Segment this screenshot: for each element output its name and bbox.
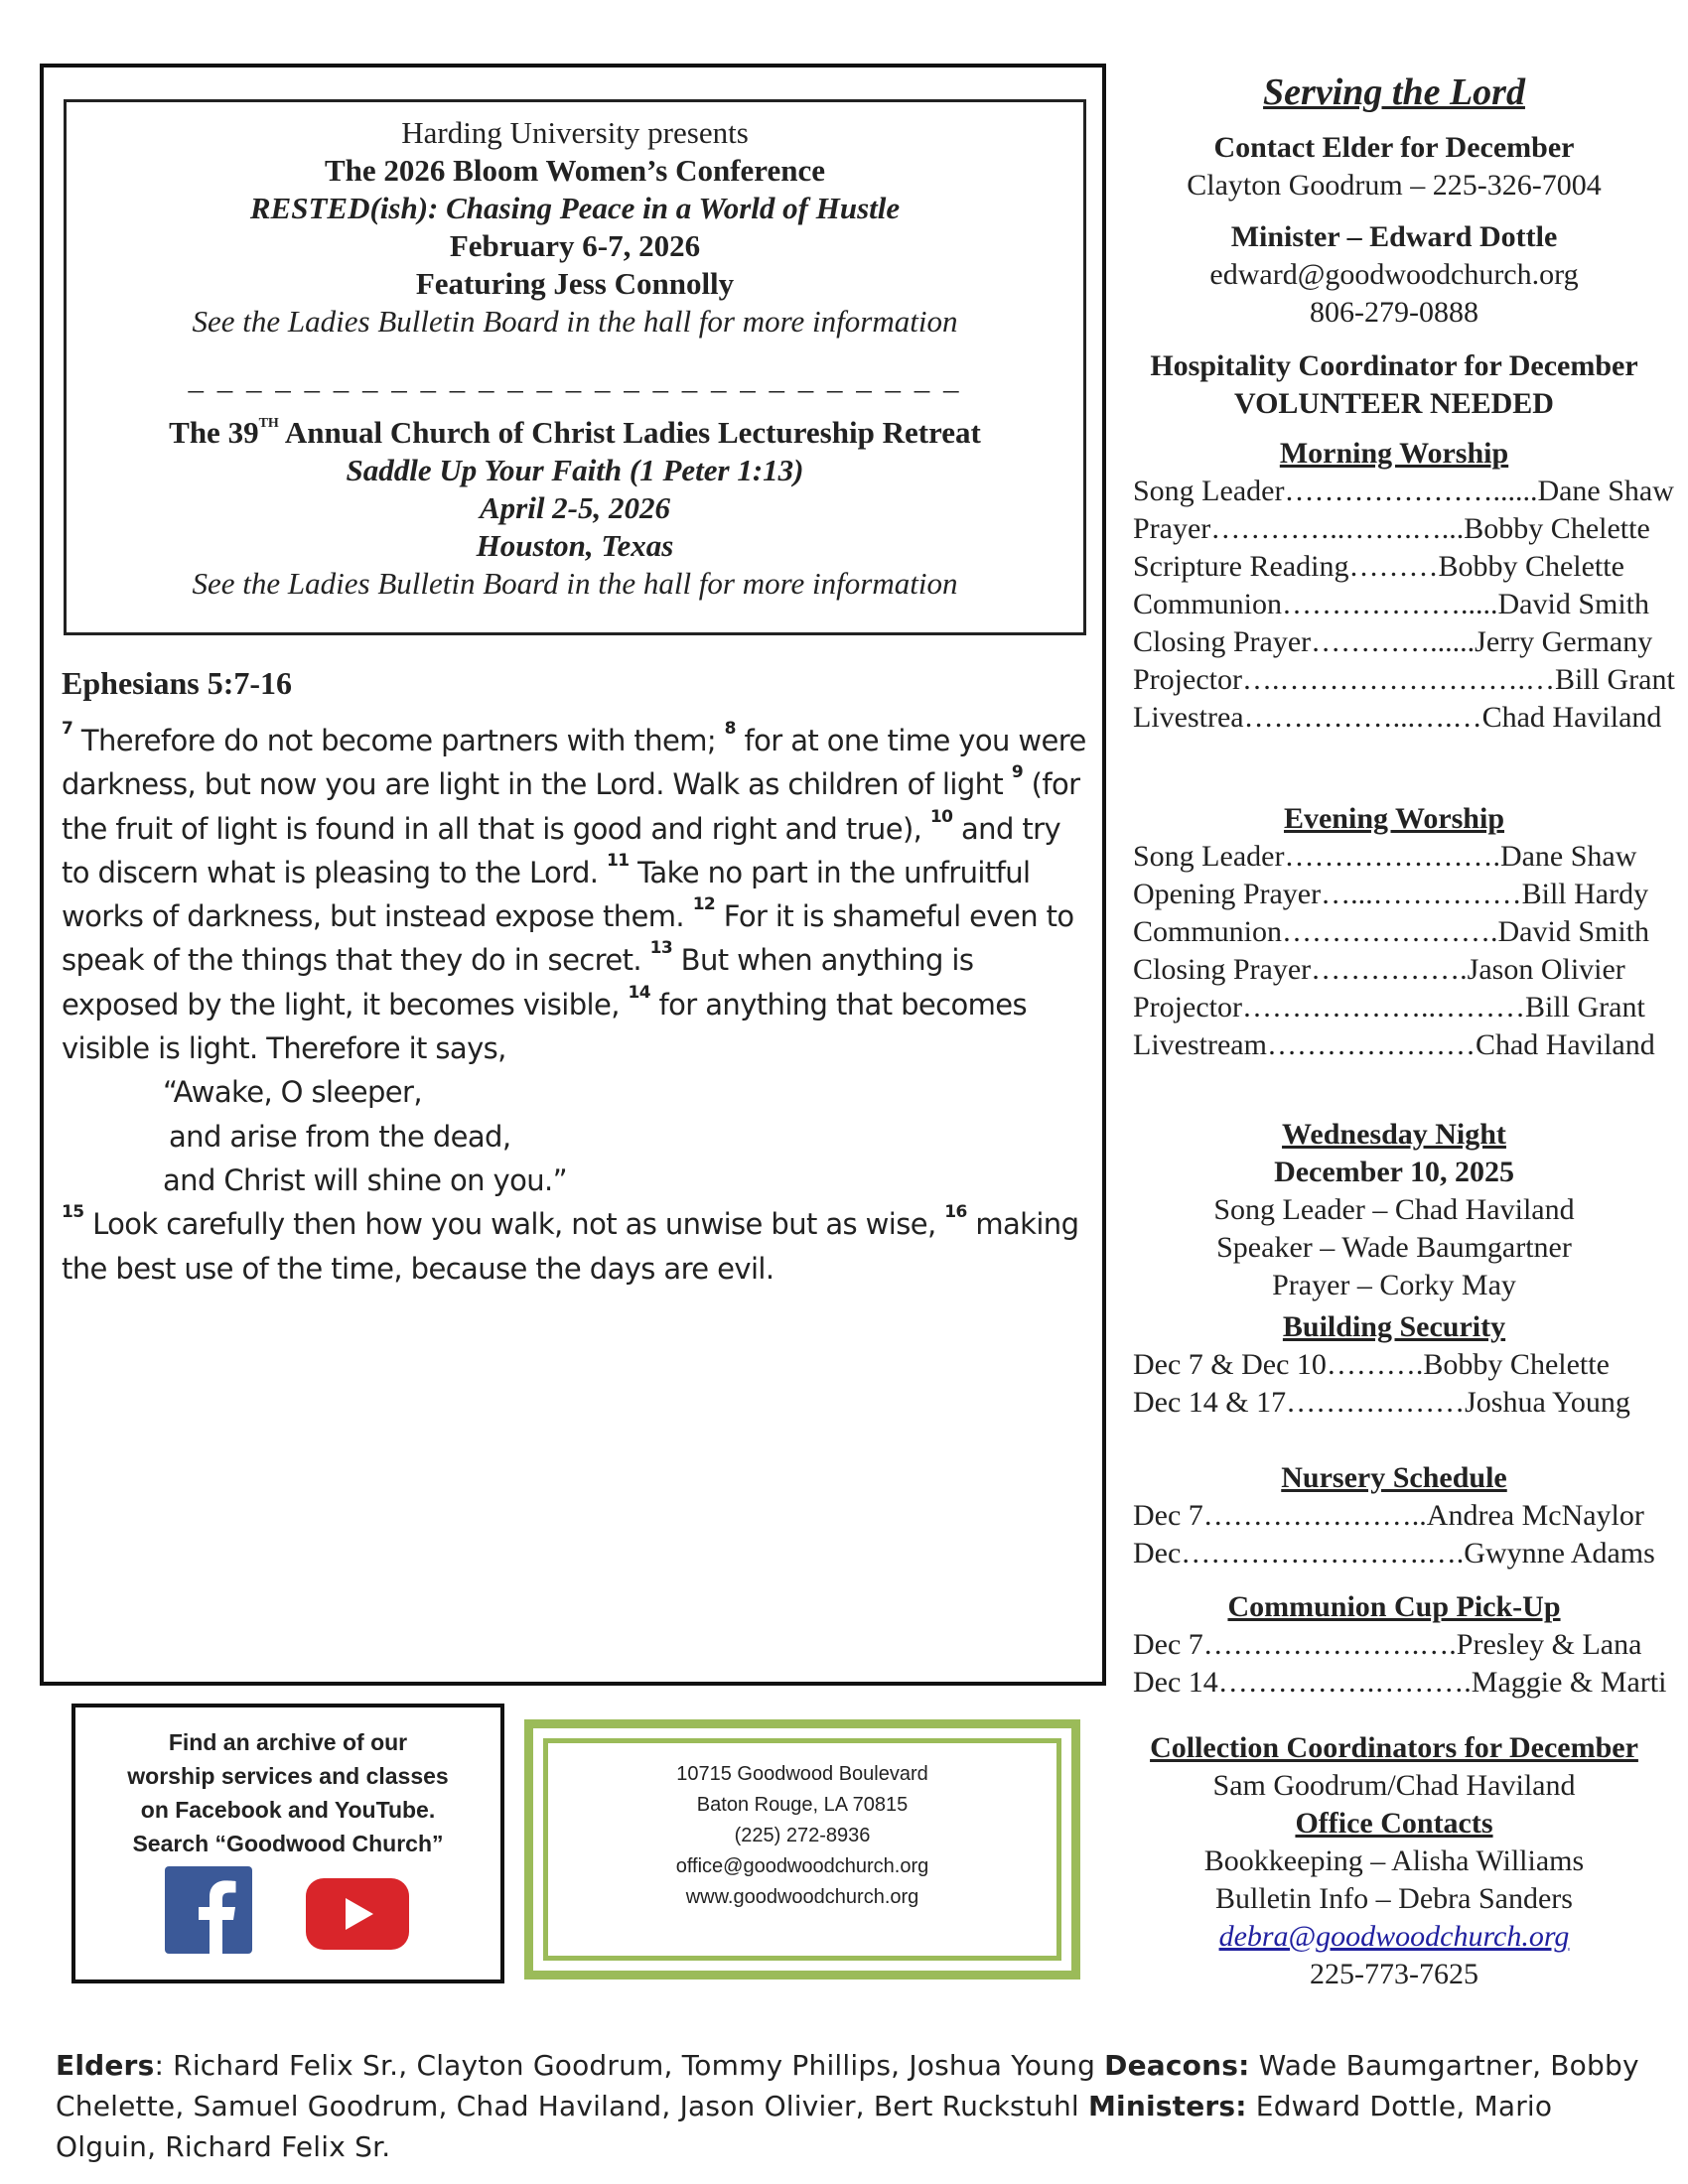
building-security-heading: Building Security: [1282, 1310, 1506, 1343]
hospitality-heading: Hospitality Coordinator for December: [1150, 349, 1638, 382]
collection-coordinators-heading: Collection Coordinators for December: [1150, 1731, 1638, 1764]
scripture-poem-line: and arise from the dead,: [169, 1119, 511, 1154]
building-security-item: Dec 7 & Dec 10……….Bobby Chelette: [1133, 1348, 1610, 1381]
evening-worship-heading: Evening Worship: [1283, 802, 1505, 835]
event1-info: See the Ladies Bulletin Board in the hall for more information: [192, 304, 958, 339]
serving-the-lord-column: [1126, 68, 1675, 1993]
address-email[interactable]: office@goodwoodchurch.org: [675, 1855, 929, 1877]
event2-theme: Saddle Up Your Faith (1 Peter 1:13): [346, 453, 804, 487]
serving-title: Serving the Lord: [1263, 71, 1525, 113]
wednesday-night-heading: Wednesday Night: [1282, 1118, 1506, 1151]
social-text-line: Find an archive of our: [168, 1729, 408, 1755]
ministers-list: Edward Dottle, Mario Olguin, Richard Felix Sr.: [56, 2090, 1553, 2163]
wednesday-prayer: Prayer – Corky May: [1272, 1269, 1516, 1301]
morning-worship-item: Communion……………….....David Smith: [1133, 588, 1650, 620]
building-security-item: Dec 14 & 17………………Joshua Young: [1133, 1386, 1630, 1419]
deacons-label: Deacons:: [1104, 2049, 1250, 2082]
wednesday-speaker: Speaker – Wade Baumgartner: [1216, 1231, 1572, 1264]
wednesday-song-leader: Song Leader – Chad Haviland: [1213, 1193, 1575, 1226]
event2-title: The 39TH Annual Church of Christ Ladies Lectureship Retreat: [169, 415, 981, 450]
morning-worship-item: Closing Prayer…………......Jerry Germany: [1133, 625, 1653, 658]
minister-heading: Minister – Edward Dottle: [1230, 220, 1558, 253]
scripture-title: Ephesians 5:7-16: [62, 665, 293, 701]
event1-featuring: Featuring Jess Connolly: [415, 266, 735, 301]
contact-elder-heading: Contact Elder for December: [1213, 131, 1575, 164]
office-bookkeeping: Bookkeeping – Alisha Williams: [1203, 1844, 1585, 1877]
events-divider: – – – – – – – – – – – – – – – – – – – – – – – – – – –: [188, 371, 962, 406]
evening-worship-item: Opening Prayer…...……………Bill Hardy: [1133, 878, 1649, 910]
address-box-inner: [543, 1738, 1061, 1961]
office-phone: 225-773-7625: [1310, 1958, 1478, 1990]
deacons-list: Wade Baumgartner, Bobby Chelette, Samuel Goodrum, Chad Haviland, Jason Olivier, Bert Ruckstuhl: [56, 2049, 1639, 2122]
wednesday-date: December 10, 2025: [1274, 1156, 1514, 1188]
elders-list: : Richard Felix Sr., Clayton Goodrum, Tommy Phillips, Joshua Young: [154, 2049, 1105, 2082]
communion-cup-heading: Communion Cup Pick-Up: [1227, 1590, 1561, 1623]
office-contacts-heading: Office Contacts: [1295, 1807, 1493, 1840]
social-text-line: on Facebook and YouTube.: [140, 1797, 436, 1823]
evening-worship-item: Closing Prayer…………….Jason Olivier: [1133, 953, 1625, 986]
nursery-schedule-heading: Nursery Schedule: [1281, 1461, 1507, 1494]
hospitality-value: VOLUNTEER NEEDED: [1234, 387, 1554, 420]
social-text-line: worship services and classes: [127, 1763, 449, 1789]
evening-worship-item: Communion………………….David Smith: [1133, 915, 1650, 948]
address-street: 10715 Goodwood Boulevard: [676, 1763, 928, 1785]
address-phone: (225) 272-8936: [734, 1825, 871, 1846]
event2-date: April 2-5, 2026: [479, 490, 671, 525]
morning-worship-item: Scripture Reading………Bobby Chelette: [1133, 550, 1624, 583]
minister-phone: 806-279-0888: [1310, 296, 1478, 329]
event1-presenter: Harding University presents: [401, 115, 749, 150]
event1-date: February 6-7, 2026: [449, 228, 701, 263]
address-website[interactable]: www.goodwoodchurch.org: [685, 1886, 919, 1908]
morning-worship-item: Livestrea……………...….…Chad Haviland: [1133, 701, 1662, 734]
minister-email[interactable]: edward@goodwoodchurch.org: [1209, 258, 1579, 291]
address-box: [524, 1719, 1080, 1979]
contact-elder-value: Clayton Goodrum – 225-326-7004: [1187, 169, 1602, 202]
communion-cup-item: Dec 7………………….….Presley & Lana: [1133, 1628, 1642, 1661]
event1-title: The 2026 Bloom Women’s Conference: [324, 153, 825, 188]
address-city: Baton Rouge, LA 70815: [696, 1794, 909, 1816]
office-email-link[interactable]: debra@goodwoodchurch.org: [1218, 1920, 1570, 1953]
communion-cup-item: Dec 14…………….……….Maggie & Marti: [1133, 1666, 1667, 1699]
scripture-section: [62, 663, 1094, 1291]
social-text-line: Search “Goodwood Church”: [132, 1831, 444, 1856]
event1-theme: RESTED(ish): Chasing Peace in a World of Hustle: [249, 191, 901, 225]
facebook-icon[interactable]: [165, 1866, 252, 1954]
youtube-icon[interactable]: [306, 1878, 409, 1950]
events-announcement-box: [64, 99, 1086, 635]
scripture-paragraph: $^{15}$ Look carefully then how you walk, not as unwise but as wise, $^{16}$ making the best use of the time, because the days are evil.: [62, 1202, 1079, 1286]
scripture-poem-line: and Christ will shine on you.”: [163, 1162, 568, 1197]
scripture-paragraph: $^7$ Therefore do not become partners with them; $^8$ for at one time you were darkness, but now you are light in the Lord. Walk as children of light $^9$ (for the fruit of light is found in all that is good and right and true), $^{10}$ and try to discern what is pleasing to the Lord. $^{11}$ Take no part in the unfruitful works of darkness, but instead expose them. $^{12}$ For it is shameful even to speak of the things that they do in secret. $^{13}$ But when anything is exposed by the light, it becomes visible, $^{14}$ for anything that becomes visible is light. Therefore it says,: [62, 719, 1086, 1066]
scripture-text: [62, 719, 1094, 1291]
morning-worship-item: Prayer…………..…….…...Bobby Chelette: [1133, 512, 1650, 545]
leadership-footer: [56, 2045, 1654, 2167]
scripture-poem-line: “Awake, O sleeper,: [163, 1075, 422, 1110]
social-media-box: [71, 1704, 504, 1983]
evening-worship-item: Projector………………..………Bill Grant: [1133, 991, 1645, 1024]
nursery-schedule-item: Dec 7…………………..Andrea McNaylor: [1133, 1499, 1644, 1532]
evening-worship-item: Livestream…………………Chad Haviland: [1133, 1028, 1655, 1061]
event2-info: See the Ladies Bulletin Board in the hall for more information: [192, 566, 958, 601]
evening-worship-item: Song Leader………………….Dane Shaw: [1133, 840, 1637, 873]
office-bulletin-info: Bulletin Info – Debra Sanders: [1215, 1882, 1573, 1915]
morning-worship-item: Song Leader…………………......Dane Shaw: [1133, 475, 1674, 507]
collection-coordinators-value: Sam Goodrum/Chad Haviland: [1212, 1769, 1576, 1802]
event2-location: Houston, Texas: [476, 528, 674, 563]
morning-worship-item: Projector….…………………….…Bill Grant: [1133, 663, 1675, 696]
ministers-label: Ministers:: [1087, 2090, 1247, 2122]
nursery-schedule-item: Dec…………………….….Gwynne Adams: [1133, 1537, 1655, 1570]
morning-worship-heading: Morning Worship: [1279, 437, 1509, 470]
elders-label: Elders: [56, 2049, 155, 2082]
